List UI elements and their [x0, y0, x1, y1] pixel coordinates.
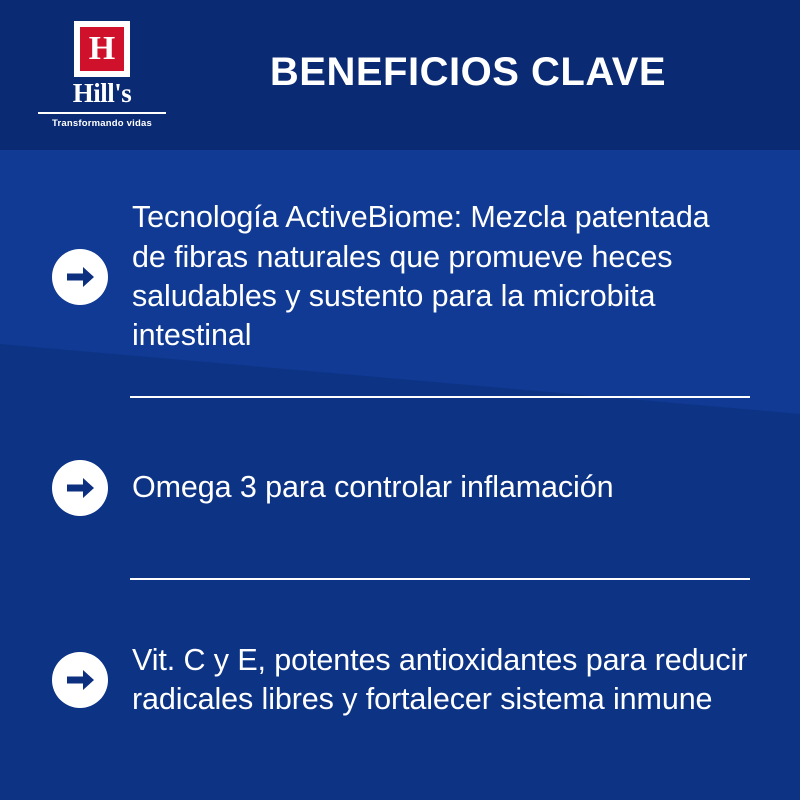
benefit-text: Omega 3 para controlar inflamación: [132, 470, 614, 505]
benefits-list: [0, 150, 800, 800]
hills-logo: [28, 21, 176, 129]
logo-wordmark: Hill's: [72, 77, 132, 108]
list-item: [52, 398, 748, 578]
benefit-text: Tecnología ActiveBiome: Mezcla patentada de fibras naturales que promueve heces saludables y sustento para la microbita intestinal: [132, 200, 710, 353]
list-item: [52, 158, 748, 396]
list-item: [52, 580, 748, 780]
page-title: BENEFICIOS CLAVE: [269, 49, 667, 94]
arrow-right-icon: [52, 249, 108, 305]
logo-divider: [38, 112, 166, 114]
benefit-text: Vit. C y E, potentes antioxidantes para reducir radicales libres y fortalecer sistema inmune: [132, 642, 748, 716]
arrow-right-icon: [52, 652, 108, 708]
hills-logo-mark-icon: [74, 21, 130, 77]
poster-header: [0, 0, 800, 150]
logo-mark-letter: H: [88, 29, 116, 67]
arrow-right-icon: [52, 460, 108, 516]
logo-tagline: Transformando vidas: [52, 118, 152, 130]
